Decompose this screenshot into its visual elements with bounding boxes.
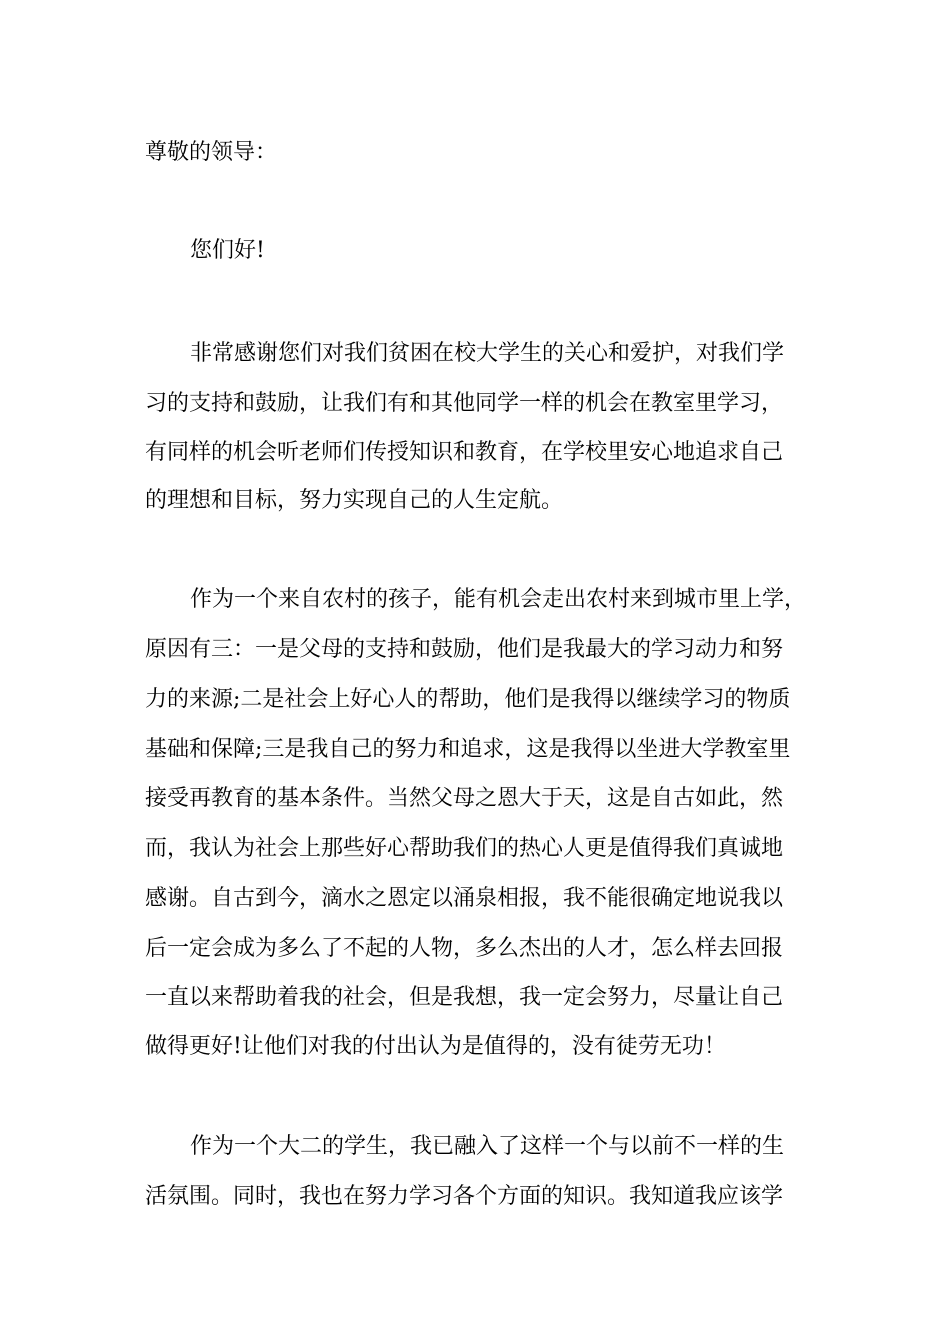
paragraph-line: 习的支持和鼓励，让我们有和其他同学一样的机会在教室里学习， <box>145 391 784 416</box>
paragraph-line: 作为一个大二的学生，我已融入了这样一个与以前不一样的生 <box>190 1134 785 1159</box>
paragraph-line: 后一定会成为多么了不起的人物，多么杰出的人才，怎么样去回报 <box>145 936 784 961</box>
salutation: 尊敬的领导： <box>145 140 278 165</box>
paragraph-line: 的理想和目标，努力实现自己的人生定航。 <box>145 488 564 513</box>
paragraph-line: 而，我认为社会上那些好心帮助我们的热心人更是值得我们真诚地 <box>145 836 784 861</box>
paragraph-line: 力的来源;二是社会上好心人的帮助，他们是我得以继续学习的物质 <box>145 687 791 712</box>
paragraph-line: 做得更好!让他们对我的付出认为是值得的，没有徒劳无功！ <box>145 1034 726 1059</box>
paragraph-line: 作为一个来自农村的孩子，能有机会走出农村来到城市里上学， <box>190 587 807 612</box>
paragraph-line: 有同样的机会听老师们传授知识和教育，在学校里安心地追求自己 <box>145 440 784 465</box>
paragraph-line: 接受再教育的基本条件。当然父母之恩大于天，这是自古如此，然 <box>145 786 784 811</box>
paragraph-line: 感谢。自古到今，滴水之恩定以涌泉相报，我不能很确定地说我以 <box>145 886 784 911</box>
paragraph-line: 活氛围。同时，我也在努力学习各个方面的知识。我知道我应该学 <box>145 1184 784 1209</box>
paragraph-line: 非常感谢您们对我们贫困在校大学生的关心和爱护，对我们学 <box>190 341 785 366</box>
paragraph-line: 基础和保障;三是我自己的努力和追求，这是我得以坐进大学教室里 <box>145 737 791 762</box>
greeting: 您们好! <box>190 238 265 263</box>
paragraph-line: 原因有三：一是父母的支持和鼓励，他们是我最大的学习动力和努 <box>145 637 784 662</box>
paragraph-line: 一直以来帮助着我的社会，但是我想，我一定会努力，尽量让自己 <box>145 985 784 1010</box>
